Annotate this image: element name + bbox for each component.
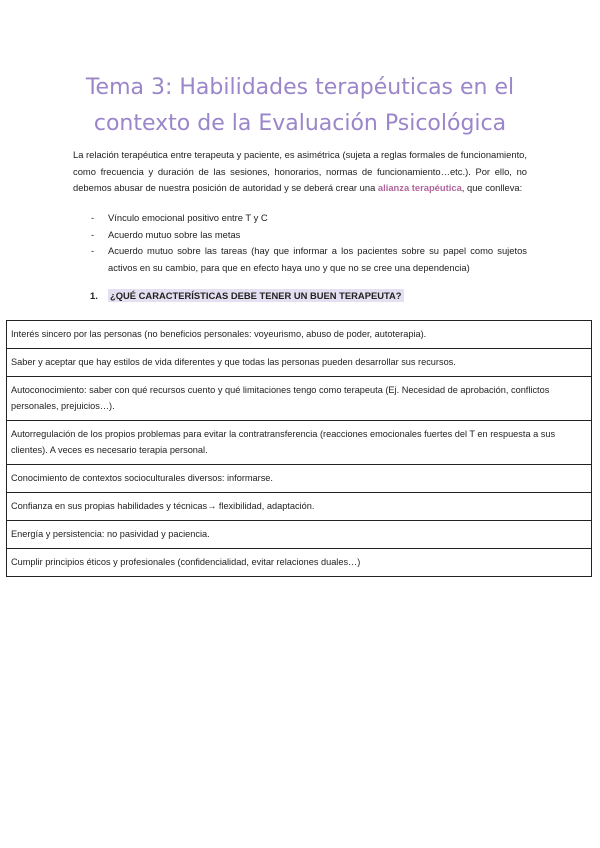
title-line-2: contexto de la Evaluación Psicológica <box>93 111 507 136</box>
table-cell: Saber y aceptar que hay estilos de vida diferentes y que todas las personas pueden desarrollar sus recursos. <box>7 349 592 377</box>
table-row <box>7 493 592 521</box>
table-row <box>7 321 592 349</box>
table-cell: Confianza en sus propias habilidades y técnicas→ flexibilidad, adaptación. <box>7 493 592 521</box>
bullet-item: - Acuerdo mutuo sobre las metas <box>73 227 527 244</box>
table-cell: Conocimiento de contextos socioculturales diversos: informarse. <box>7 465 592 493</box>
title-line-1: Tema 3: Habilidades terapéuticas en el <box>85 75 515 100</box>
section-heading <box>90 290 404 301</box>
table-cell: Cumplir principios éticos y profesionales (confidencialidad, evitar relaciones duales…) <box>7 549 592 577</box>
section-title: ¿QUÉ CARACTERÍSTICAS DEBE TENER UN BUEN TERAPEUTA? <box>110 290 402 301</box>
table-row <box>7 349 592 377</box>
table-cell: Interés sincero por las personas (no beneficios personales: voyeurismo, abuso de poder, autoterapia). <box>7 321 592 349</box>
bullet-list <box>73 210 527 276</box>
table-row <box>7 549 592 577</box>
characteristics-table <box>6 320 592 577</box>
bullet-item: - Acuerdo mutuo sobre las tareas (hay que informar a los pacientes sobre su papel como sujetos activos en su cambio, para que en efecto haya uno y que no se cree una dependencia) <box>73 243 527 276</box>
table-cell: Autoconocimiento: saber con qué recursos cuento y qué limitaciones tengo como terapeuta (Ej. Necesidad de aprobación, conflictos personales, prejuicios…). <box>7 377 592 421</box>
table-row <box>7 421 592 465</box>
table-cell: Energía y persistencia: no pasividad y paciencia. <box>7 521 592 549</box>
intro-paragraph <box>73 147 527 197</box>
intro-text-end: , que conlleva: <box>461 182 523 193</box>
highlight-term: alianza terapéutica <box>377 182 462 193</box>
section-number: 1. <box>90 290 98 301</box>
table-row <box>7 377 592 421</box>
intro-text: La relación terapéutica entre terapeuta y paciente, es asimétrica (sujeta a reglas formales de funcionamiento, como frecuencia y duración de las sesiones, honorarios, normas de funcionamiento…etc.). Por ello, no debemos abusar de nuestra posición de autoridad y se deberá crear una <box>73 149 527 193</box>
table-row <box>7 465 592 493</box>
bullet-item: - Vínculo emocional positivo entre T y C <box>73 210 527 227</box>
table-row <box>7 521 592 549</box>
page-title <box>0 70 600 142</box>
table-cell: Autorregulación de los propios problemas para evitar la contratransferencia (reacciones emocionales fuertes del T en respuesta a sus clientes). A veces es necesario terapia personal. <box>7 421 592 465</box>
